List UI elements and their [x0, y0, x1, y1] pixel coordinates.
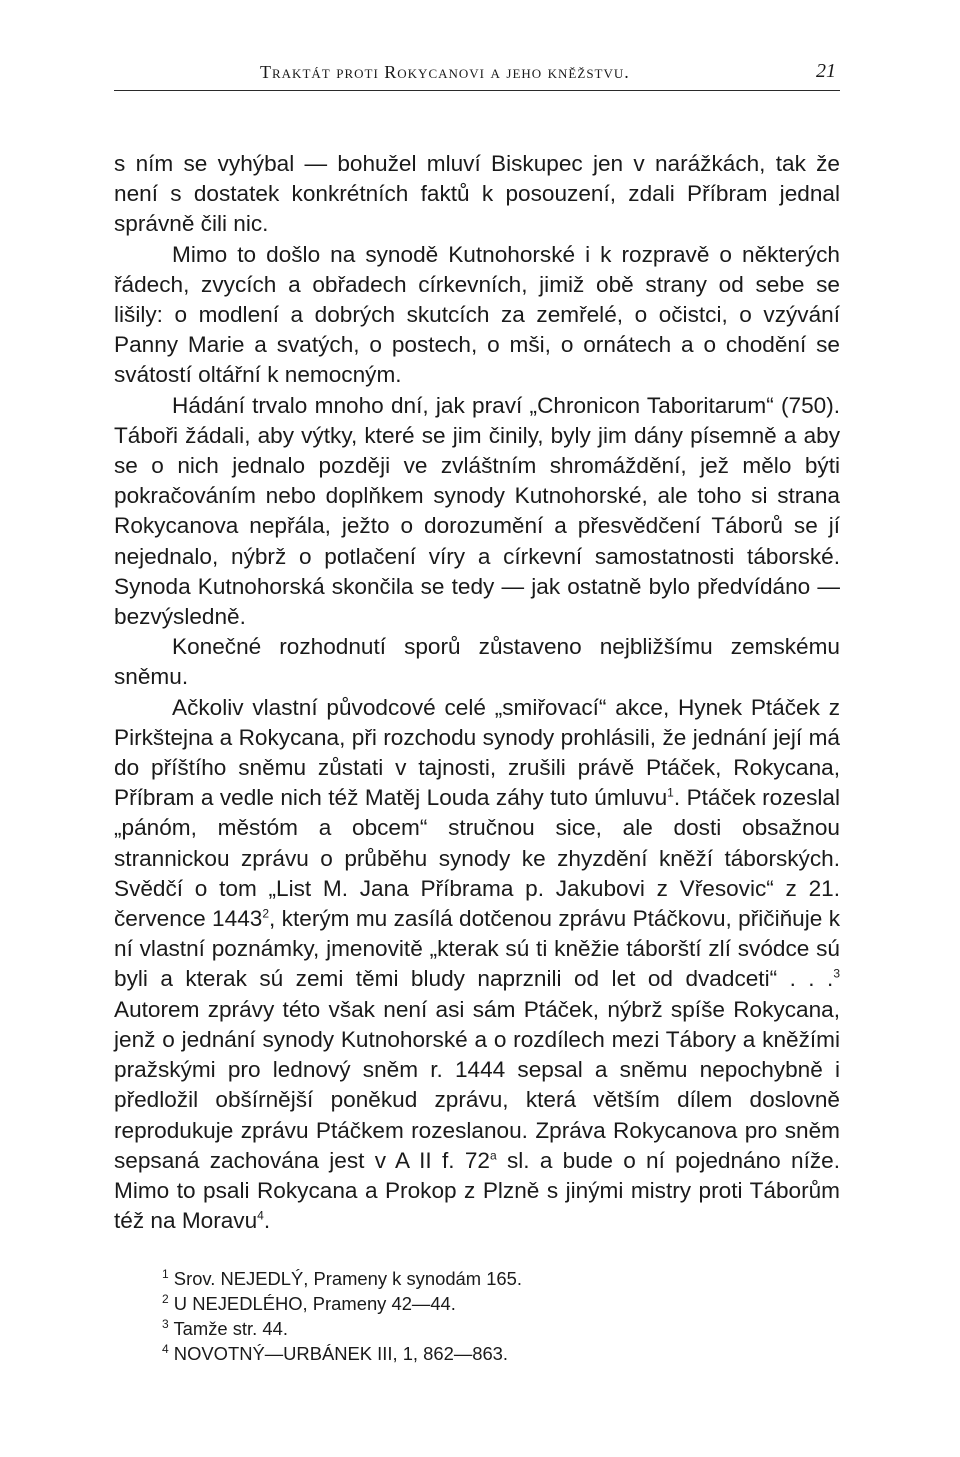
- body-text: [114, 149, 840, 1236]
- paragraph: [114, 240, 840, 391]
- footnote: [162, 1316, 840, 1341]
- paragraph: [114, 693, 840, 1237]
- footnote: [162, 1291, 840, 1316]
- paragraph: [114, 149, 840, 240]
- footnotes: [114, 1266, 840, 1366]
- paragraph-text: Hádání trvalo mnoho dní, jak praví „Chronicon Taboritarum“ (750). Táboři žádali, aby výtky, které se jim činily, byly jim dány písemně a aby se o nich jednalo později ve zvláštním shromáždění, jež mělo býti pokračováním nebo doplňkem synody Kutnohorské, ale toho si strana Rokycanova nepřála, ježto o dorozumění a přesvědčení Táborů se jí nejednalo, nýbrž o potlačení víry a církevní samostatnosti táborské. Synoda Kutnohorská skončila se tedy — jak ostatně bylo předvídáno — bezvýsledně.: [114, 392, 840, 630]
- page-number: 21: [816, 60, 836, 82]
- footnote-mark: 3: [162, 1317, 169, 1332]
- footnote-reference: 2: [262, 906, 270, 921]
- footnote-text: Srov. NEJEDLÝ, Prameny k synodám 165.: [168, 1268, 522, 1290]
- paragraph-text: sl. a bude o ní pojednáno níže. Mimo to psali Rokycana a Prokop z Plzně s jinými mistry proti Táborům též na Moravu: [114, 1147, 840, 1234]
- footnote-reference: 4: [257, 1208, 264, 1223]
- paragraph: [114, 632, 840, 692]
- footnote-text: NOVOTNÝ—URBÁNEK III, 1, 862—863.: [168, 1343, 509, 1365]
- footnote-reference: 3: [833, 966, 840, 981]
- paragraph: [114, 391, 840, 633]
- running-title: Traktát proti Rokycanovi a jeho kněžstvu.: [260, 62, 630, 82]
- paragraph-text: , kterým mu zasílá dotčenou zprávu Ptáčkovu, přičiňuje k ní vlastní poznámky, jmenovitě „kterak sú ti kněžie táborští zlí svódce sú byli a kterak sú zemi těmi bludy naprznili od let od dvadceti“ . . .: [114, 906, 840, 992]
- paragraph-text: Autorem zprávy této však není asi sám Ptáček, nýbrž spíše Rokycana, jenž o jednání synody Kutnohorské a o rozdílech mezi Tábory a kněžími pražskými pro lednový sněm r. 1444 sepsal a sněmu nepochybně i předložil obšírnější poněkud zprávu, která větším dílem doslovně reprodukuje zprávu Ptáčkem rozeslanou. Zpráva Rokycanova pro sněm sepsaná zachována jest v A II f. 72: [114, 996, 840, 1173]
- footnote-text: Tamže str. 44.: [168, 1318, 288, 1340]
- page-header: [114, 56, 840, 91]
- paragraph-text: .: [263, 1208, 271, 1234]
- paragraph-text: Mimo to došlo na synodě Kutnohorské i k rozpravě o některých řádech, zvycích a obřadech církevních, jimiž obě strany od sebe se lišily: o modlení a dobrých skutcích za zemřelé, o očistci, o vzývání Panny Marie a svatých, o postech, o mši, o ornátech a o chodění se svátostí oltářní k nemocným.: [114, 241, 840, 388]
- footnote-mark: 2: [162, 1292, 169, 1307]
- paragraph-text: . Ptáček rozeslal „pánóm, městóm a obcem“ stručnou sice, ale dosti obsažnou strannickou zprávu o průběhu synody ke zhyzdění kněží táborských. Svědčí o tom „List M. Jana Příbrama p. Jakubovi z Vřesovic“ z 21. července 1443: [114, 785, 840, 932]
- footnote: [162, 1266, 840, 1291]
- paragraph-text: Ačkoliv vlastní původcové celé „smiřovací“ akce, Hynek Ptáček z Pirkštejna a Rokycana, při rozchodu synody prohlásili, že jednání její má do příštího sněmu zůstati v tajnosti, zrušili právě Ptáček, Rokycana, Příbram a vedle nich též Matěj Louda záhy tuto úmluvu: [114, 694, 840, 811]
- document-page: [114, 56, 840, 1366]
- footnote-mark: 4: [162, 1342, 169, 1357]
- footnote-reference: a: [489, 1148, 497, 1163]
- footnote-text: U NEJEDLÉHO, Prameny 42—44.: [168, 1293, 456, 1315]
- paragraph-text: Konečné rozhodnutí sporů zůstaveno nejbližšímu zemskému sněmu.: [114, 634, 840, 690]
- footnote-reference: 1: [667, 785, 674, 800]
- paragraph-text: s ním se vyhýbal — bohužel mluví Biskupec jen v narážkách, tak že není s dostatek konkrétních faktů k posouzení, zdali Příbram jednal správně čili nic.: [114, 151, 840, 237]
- footnote-mark: 1: [162, 1267, 169, 1282]
- footnote: [162, 1341, 840, 1366]
